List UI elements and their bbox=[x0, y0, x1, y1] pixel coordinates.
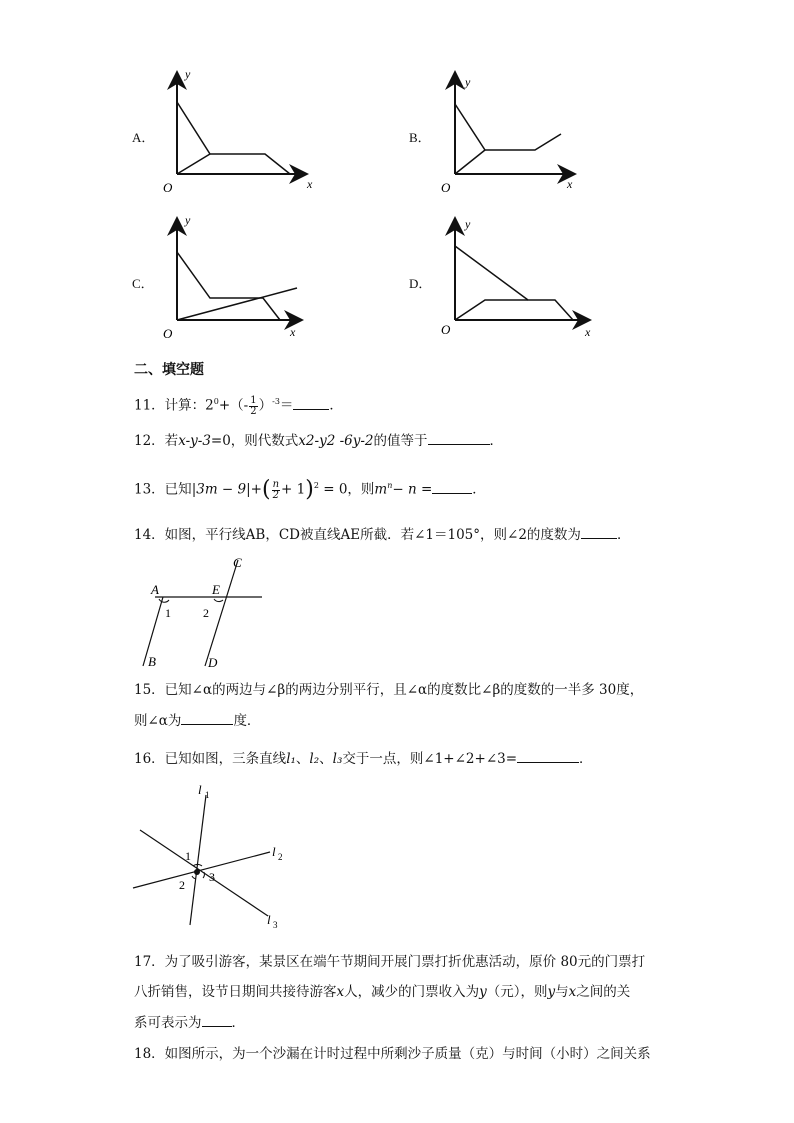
svg-text:y: y bbox=[465, 75, 471, 89]
svg-text:B: B bbox=[148, 654, 156, 669]
option-b-label: B． bbox=[409, 130, 431, 145]
option-a-label: A． bbox=[132, 130, 155, 145]
answer-blank-13[interactable] bbox=[432, 479, 472, 494]
svg-text:y: y bbox=[185, 213, 191, 227]
question-18: 18．如图所示，为一个沙漏在计时过程中所剩沙子质量（克）与时间（小时）之间关系 bbox=[134, 1046, 651, 1062]
svg-text:x: x bbox=[567, 177, 573, 191]
svg-text:y: y bbox=[465, 217, 471, 231]
x-axis-label: x bbox=[307, 177, 313, 191]
question-17: 17．为了吸引游客，某景区在端午节期间开展门票打折优惠活动，原价 80元的门票打 八折销售，设节日期间共接待游客x人，减少的门票收入为y（元），则y与x之间的关 系可表示为 ． bbox=[134, 954, 646, 1031]
svg-text:C: C bbox=[233, 555, 242, 570]
question-11: 11．计算：$2^0+(-$ $\frac{1}{2}$ ）$^{-3}$＝ ． bbox=[134, 394, 343, 417]
svg-text:1: 1 bbox=[185, 849, 191, 863]
svg-text:D: D bbox=[208, 655, 218, 670]
answer-blank-16[interactable] bbox=[517, 748, 579, 763]
figure-16 bbox=[130, 780, 290, 935]
answer-blank-14[interactable] bbox=[581, 524, 617, 539]
option-a-graph bbox=[155, 62, 325, 197]
svg-text:O: O bbox=[163, 326, 173, 341]
answer-blank-17[interactable] bbox=[202, 1012, 232, 1027]
svg-text:3: 3 bbox=[273, 920, 278, 930]
option-c-label: C． bbox=[132, 276, 154, 291]
answer-blank-12[interactable] bbox=[428, 430, 490, 445]
answer-blank-15[interactable] bbox=[181, 710, 233, 725]
question-13: 13．已知|3m − 9|+( $\frac{n}{2}$ + 1)$^2$ = 0，则$m^n- n$ = ． bbox=[134, 477, 486, 502]
svg-text:3: 3 bbox=[209, 870, 215, 884]
option-d-label: D． bbox=[409, 276, 432, 291]
svg-text:x: x bbox=[290, 325, 296, 339]
option-d-graph bbox=[433, 208, 603, 343]
svg-text:1: 1 bbox=[165, 606, 171, 620]
section-title: 二、填空题 bbox=[134, 362, 204, 378]
question-12: 12．若x-y-3=0，则代数式x2-y2 -6y-2的值等于 ． bbox=[134, 430, 503, 451]
svg-text:O: O bbox=[441, 180, 451, 195]
question-16: 16．已知如图，三条直线l₁、l₂、l₃交于一点，则∠1+∠2+∠3= ． bbox=[134, 748, 593, 769]
figure-14 bbox=[135, 552, 275, 672]
svg-text:x: x bbox=[585, 325, 591, 339]
svg-text:E: E bbox=[212, 582, 220, 597]
svg-text:l: l bbox=[198, 782, 202, 797]
svg-text:2: 2 bbox=[179, 878, 185, 892]
svg-text:2: 2 bbox=[203, 606, 209, 620]
option-b-graph bbox=[433, 62, 593, 197]
svg-text:2: 2 bbox=[278, 852, 283, 862]
svg-text:1: 1 bbox=[205, 790, 210, 800]
option-c-graph bbox=[155, 208, 325, 343]
svg-text:l: l bbox=[267, 912, 271, 927]
answer-blank-11[interactable] bbox=[293, 395, 329, 410]
question-14: 14．如图，平行线AB，CD被直线AE所截．若∠1＝105°，则∠2的度数为 ． bbox=[134, 524, 630, 545]
svg-text:O: O bbox=[441, 322, 451, 337]
svg-text:A: A bbox=[151, 582, 159, 597]
svg-text:l: l bbox=[272, 844, 276, 859]
origin-label: O bbox=[163, 180, 173, 195]
question-15: 15．已知∠α的两边与∠β的两边分别平行，且∠α的度数比∠β的度数的一半多 30度， 则∠α为 度． bbox=[134, 682, 644, 729]
y-axis-label: y bbox=[185, 67, 191, 81]
